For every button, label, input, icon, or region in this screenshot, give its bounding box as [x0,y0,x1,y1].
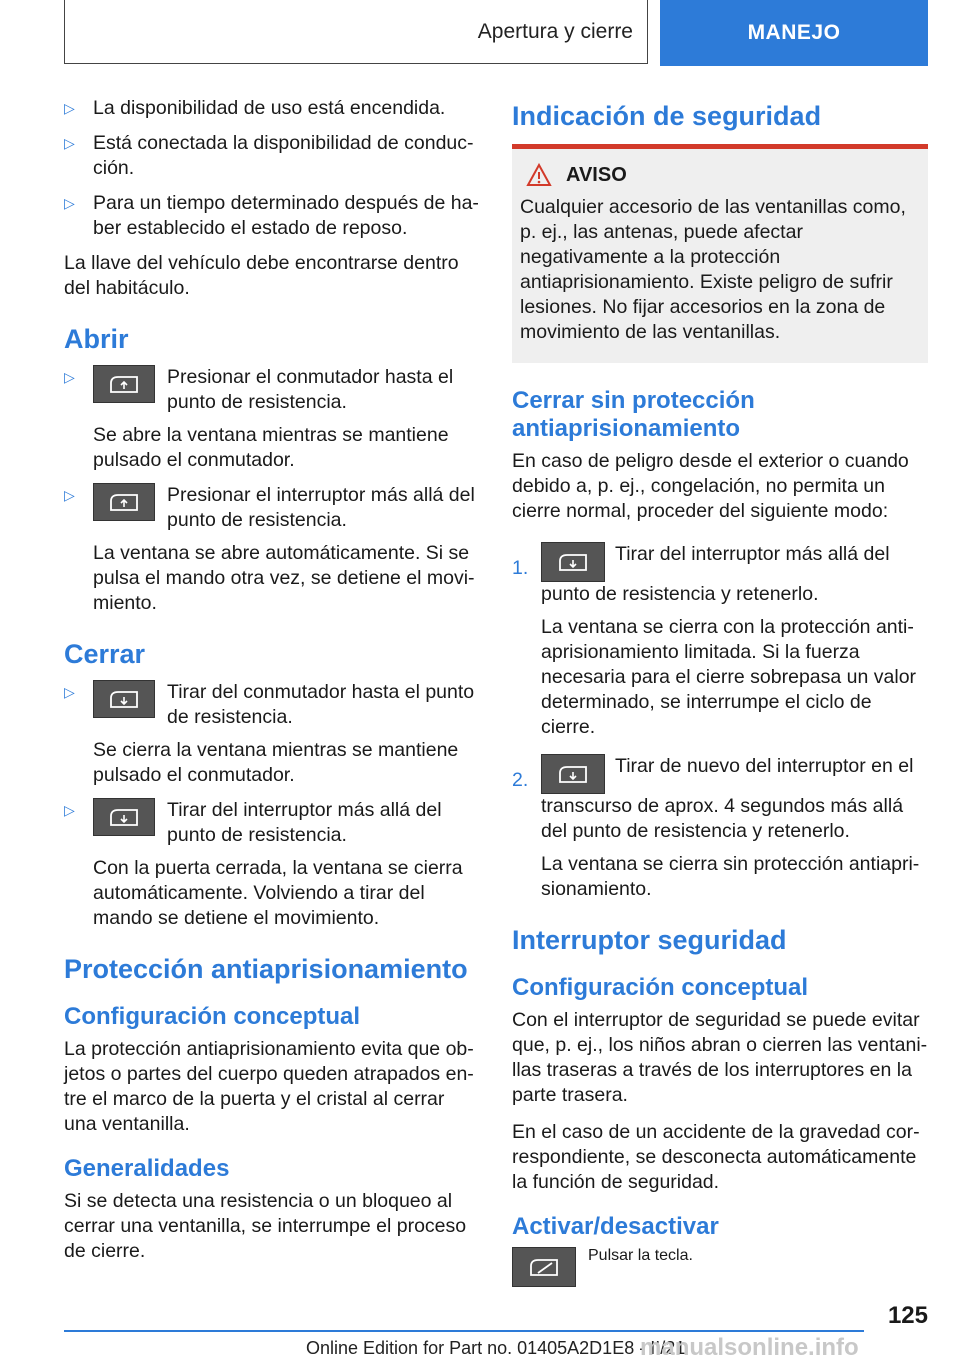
list-item: ▷ Tirar del interruptor más allá del punto de resistencia. Con la puerta cerrada, la ventana se cierra automáticamente. Volviendo a tirar del mando se detiene el movimiento. [64,799,463,929]
watermark: manualsonline.info [640,1334,859,1361]
triangle-bullet-icon: ▷ [64,100,75,116]
window-switch-icon [93,365,155,403]
warning-box [512,144,928,363]
triangle-bullet-icon: ▷ [64,195,75,211]
warning-label: AVISO [566,163,627,186]
warning-text: Cualquier accesorio de las ventanillas como, p. ej., las antenas, puede afectar negativamente a la protección antiaprisionamiento. Existe peligro de sufrir lesiones. No fijar accesorios en la zona de movimiento de las ventanillas. [520,196,906,343]
triangle-bullet-icon: ▷ [64,135,75,151]
triangle-bullet-icon: ▷ [64,684,75,700]
heading-generalidades: Generalidades [64,1155,230,1182]
general-paragraph: Si se detecta una resistencia o un bloqueo al cerrar una ventanilla, se interrumpe el proceso de cierre. [64,1190,467,1262]
heading-activar: Activar/desactivar [512,1213,719,1240]
heading-configuracion-2: Configuración conceptual [512,974,809,1001]
config-paragraph-2: En el caso de un accidente de la gravedad correspondiente, se desconecta automáticamente la función de seguridad. [512,1121,920,1193]
section-tab[interactable] [64,0,648,64]
triangle-bullet-icon: ▷ [64,369,75,385]
heading-cerrar: Cerrar [64,639,146,669]
list-item: ▷ Está conectada la disponibilidad de conducción. [64,132,474,179]
heading-configuracion: Configuración conceptual [64,1003,361,1030]
heading-proteccion: Protección antiaprisionamiento [64,954,468,984]
list-item: ▷ Presionar el conmutador hasta el punto de resistencia. Se abre la ventana mientras se mantiene pulsado el conmutador. [64,366,454,471]
triangle-bullet-icon: ▷ [64,487,75,503]
sin-paragraph: En caso de peligro desde el exterior o cuando debido a, p. ej., congelación, no permita un cierre normal, proceder del siguiente modo: [512,450,909,522]
right-column [512,96,928,1287]
config-paragraph-1: Con el interruptor de seguridad se puede evitar que, p. ej., los niños abran o cierren las ventanillas traseras a través de los interruptores en la parte trasera. [512,1009,928,1106]
warning-triangle-icon [526,163,552,187]
heading-interruptor: Interruptor seguridad [512,925,787,955]
window-switch-icon [93,680,155,718]
heading-abrir: Abrir [64,324,129,354]
window-switch-icon [93,483,155,521]
footer-divider [64,1330,864,1332]
heading-cerrar-sin: Cerrar sin protección antiaprisionamiento [512,387,755,442]
list-item: ▷ La disponibilidad de uso está encendida. [64,97,446,119]
edition-text: Online Edition for Part no. 01405A2D1E8 - II/21 [306,1338,686,1358]
list-item: ▷ Presionar el interruptor más allá del punto de resistencia. La ventana se abre automáticamente. Si se pulsa el mando otra vez, se detiene el movimiento. [64,484,475,614]
triangle-bullet-icon: ▷ [64,802,75,818]
config-paragraph: La protección antiaprisionamiento evita que objetos o partes del cuerpo queden atrapados entre el marco de la puerta y el cristal al cerrar una ventanilla. [64,1038,474,1135]
heading-indicacion: Indicación de seguridad [512,101,822,131]
chapter-label: MANEJO [747,21,841,44]
left-column [64,96,479,1276]
page-header [64,0,928,66]
activar-text: Pulsar la tecla. [588,1247,693,1264]
chapter-tab[interactable] [660,0,928,66]
page-number: 125 [887,1302,928,1329]
window-switch-icon [93,798,155,836]
window-switch-icon [541,542,605,582]
list-item: 2. Tirar de nuevo del interruptor en el transcurso de aprox. 4 segundos más allá del punto de resistencia y retenerlo. La ventana se cierra sin protección antiaprisionamiento. [512,755,920,900]
list-item: 1. Tirar del interruptor más allá del punto de resistencia y retenerlo. La ventana se cierra con la protección antiaprisionamiento limitada. Si la fuerza necesaria para el cierre sobrepasa un valor determinado, se interrumpe el ciclo de cierre. [512,543,917,738]
section-label: Apertura y cierre [477,19,633,43]
activar-row [512,1247,928,1287]
intro-paragraph: La llave del vehículo debe encontrarse dentro del habitáculo. [64,252,459,299]
list-item: ▷ Para un tiempo determinado después de haber establecido el estado de reposo. [64,192,479,239]
window-switch-icon [541,754,605,794]
list-item: ▷ Tirar del conmutador hasta el punto de resistencia. Se cierra la ventana mientras se mantiene pulsado el conmutador. [64,681,475,786]
window-lock-switch-icon [512,1247,576,1287]
